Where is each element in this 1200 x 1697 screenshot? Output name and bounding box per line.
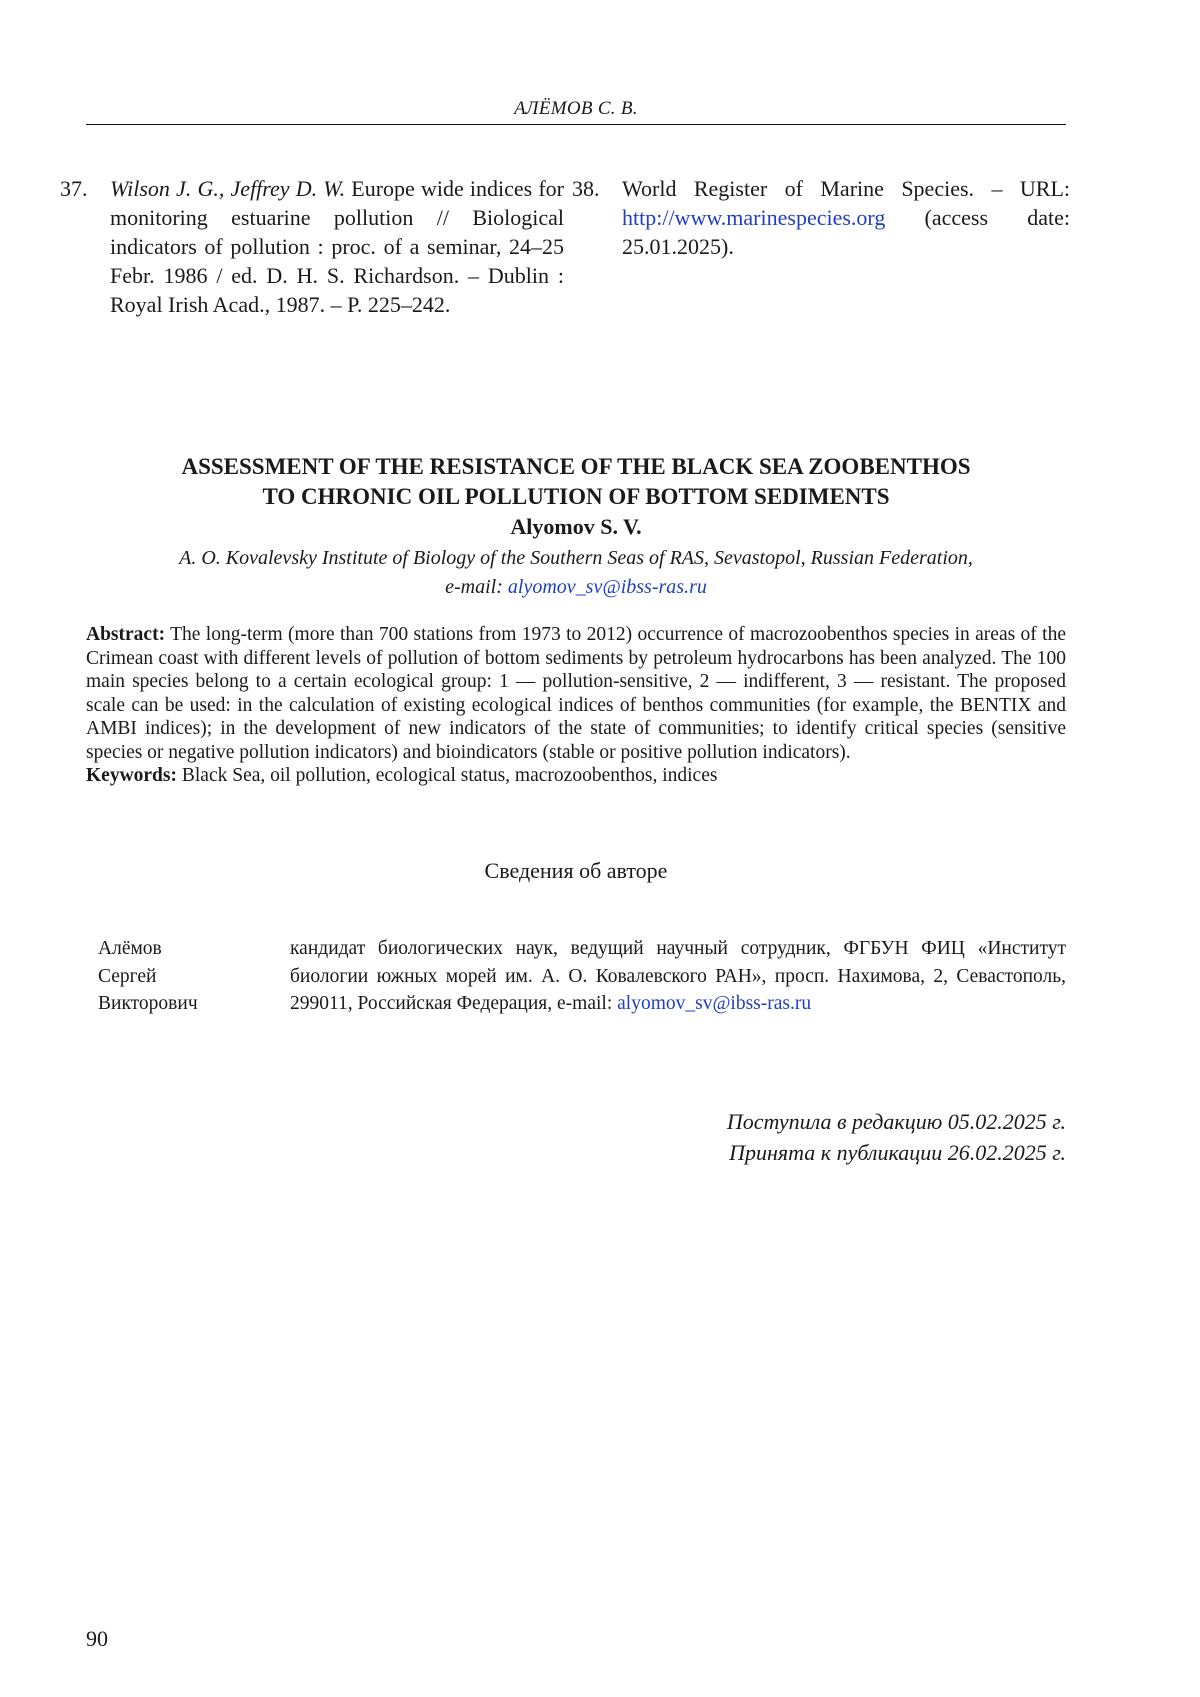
reference-body — [110, 174, 564, 319]
author-patronymic: Викторович — [98, 993, 198, 1014]
author-description — [290, 935, 1066, 1018]
reference-authors: Wilson J. G., Jeffrey D. W. — [110, 176, 346, 201]
reference-number: 38. — [572, 176, 600, 201]
author-info-email-link[interactable]: alyomov_sv@ibss-ras.ru — [617, 993, 812, 1014]
author-full-name — [98, 935, 268, 1018]
abstract-block — [86, 623, 1066, 788]
header-rule — [86, 124, 1066, 125]
reference-text: Europe wide indices for monitoring estuarine pollution // Biological indicators of pollution : proc. of a seminar, 24–25 Febr. 1986 / ed. D. H. S. Richardson. – Dublin : Royal Irish Acad., 1987. – P. 225–242. — [110, 176, 565, 317]
article-title-line-2: TO CHRONIC OIL POLLUTION OF BOTTOM SEDIMENTS — [262, 484, 890, 509]
abstract-text: The long-term (more than 700 stations from 1973 to 2012) occurrence of macrozoobenthos species in areas of the Crimean coast with different levels of pollution of bottom sediments by petroleum hydrocarbons has been analyzed. The 100 main species belong to a certain ecological group: 1 — pollution-sensitive, 2 — indifferent, 3 — resistant. The proposed scale can be used: in the calculation of existing ecological indices of benthos communities (for example, the BENTIX and AMBI indices); in the development of new indicators of the state of communities; to identify critical species (sensitive species or negative pollution indicators) and bioindicators (stable or positive pollution indicators). — [86, 624, 1066, 763]
page-number: 90 — [86, 1626, 108, 1651]
author-affiliation: A. O. Kovalevsky Institute of Biology of the Southern Seas of RAS, Sevastopol, Russian Federation, — [179, 547, 973, 569]
article-title-line-1: ASSESSMENT OF THE RESISTANCE OF THE BLACK SEA ZOOBENTHOS — [181, 454, 971, 479]
reference-access-date: (access date: 25.01.2025). — [622, 205, 1071, 259]
accepted-date: Принята к публикации 26.02.2025 г. — [729, 1140, 1066, 1165]
publication-dates — [586, 1106, 1066, 1168]
email-label: e-mail: — [445, 576, 503, 598]
reference-item — [60, 174, 564, 319]
author-email-line — [86, 573, 1066, 602]
abstract — [86, 623, 1066, 764]
article-author: Alyomov S. V. — [510, 514, 642, 539]
reference-item — [572, 174, 1070, 261]
author-surname: Алёмов — [98, 938, 162, 959]
reference-body — [622, 174, 1070, 261]
reference-number: 37. — [60, 176, 88, 201]
author-description-text: кандидат биологических наук, ведущий научный сотрудник, ФГБУН ФИЦ «Институт биологии южных морей им. А. О. Ковалевского РАН», просп. Нахимова, 2, Севастополь, 299011, Российская Федерация, e-mail: — [290, 938, 1066, 1014]
author-email-link[interactable]: alyomov_sv@ibss-ras.ru — [507, 576, 707, 598]
abstract-label: Abstract: — [86, 624, 166, 645]
keywords-label: Keywords: — [86, 765, 177, 786]
running-head: АЛЁМОВ С. В. — [514, 98, 638, 119]
reference-text: World Register of Marine Species. – URL: — [622, 176, 1070, 201]
article-header — [86, 452, 1066, 602]
author-first-name: Сергей — [98, 965, 157, 987]
author-info-heading: Сведения об авторе — [484, 858, 668, 883]
received-date: Поступила в редакцию 05.02.2025 г. — [726, 1109, 1066, 1134]
keywords-text: Black Sea, oil pollution, ecological status, macrozoobenthos, indices — [181, 765, 718, 786]
reference-url-link[interactable]: http://www.marinespecies.org — [622, 205, 886, 230]
keywords — [86, 764, 1066, 788]
